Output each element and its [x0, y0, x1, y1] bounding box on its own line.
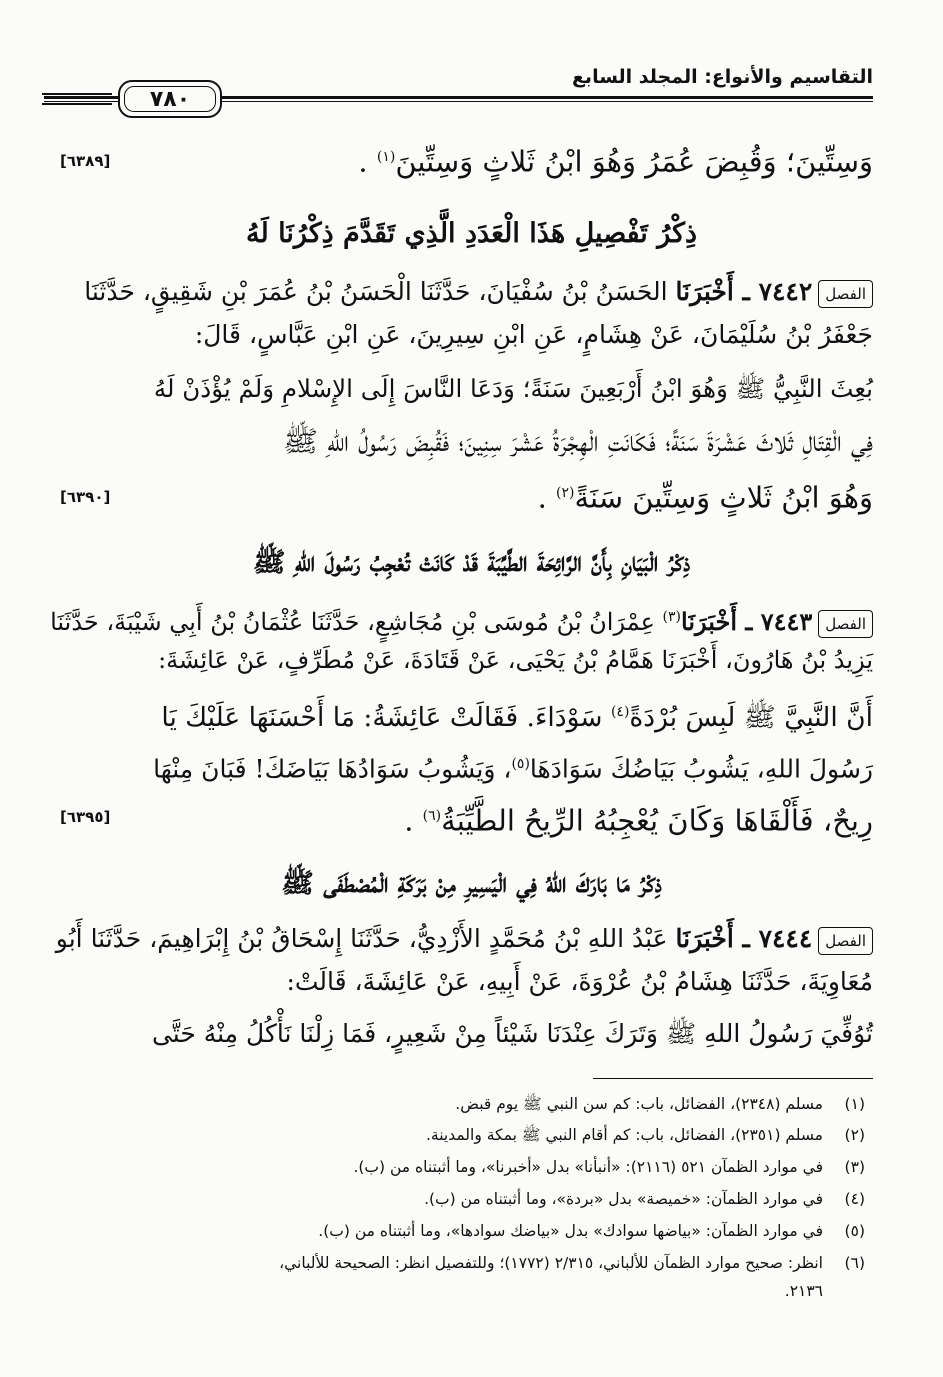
footnote-marker: (٤): [610, 704, 630, 720]
hadith-isnad-line: الفصل٧٤٤٣ ـ أَخْبَرَنَا$^{(٣)}$ عِمْرَانُ بْنُ مُوسَى بْنِ مُجَاشِعٍ، حَدَّثَنَا عُثْمَانُ بْنُ أَبِي شَيْبَةَ، حَدَّثَنَا: [50, 600, 873, 639]
footnote-rule: [593, 1078, 873, 1079]
isnad-text: عِمْرَانُ بْنُ مُوسَى بْنِ مُجَاشِعٍ، حَدَّثَنَا عُثْمَانُ بْنُ أَبِي شَيْبَةَ، حَدَّثَنَا: [50, 608, 655, 636]
hadith-matn-line: فِي الْقِتَالِ ثَلاثَ عَشْرَةَ سَنَةً؛ فَكَانَتِ الْهِجْرَةُ عَشْرَ سِنِينَ؛ فَقُبِضَ رَسُولُ اللهِ ﷺ: [283, 424, 873, 458]
hadith-number: ٧٤٤٢: [758, 277, 813, 306]
footnote: [426, 1124, 865, 1146]
footnote: [318, 1220, 865, 1242]
matn-text: وَهُوَ ابْنُ ثَلاثٍ وَسِتِّينَ سَنَةً: [574, 480, 873, 515]
reference-number: [٦٣٨٩]: [60, 152, 111, 170]
hadith-matn-line: تُوُفِّيَ رَسُولُ اللهِ ﷺ وَتَرَكَ عِنْدَنَا شَيْئاً مِنْ شَعِيرٍ، فَمَا زِلْنَا نَأْكُلُ مِنْهُ حَتَّى: [151, 1019, 873, 1048]
matn-text: أَنَّ النَّبِيَّ ﷺ لَبِسَ بُرْدَةً: [629, 701, 873, 733]
hadith-matn-line: وَهُوَ ابْنُ ثَلاثٍ وَسِتِّينَ سَنَةً$^{(٢)}$ .: [537, 480, 873, 515]
footnote: [424, 1188, 865, 1210]
page-number: [118, 80, 222, 118]
hadith-matn-line: [161, 695, 873, 735]
footnote-text: في موارد الظمآن: «خميصة» بدل «بردة»، وما أثبتناه من (ب).: [424, 1190, 823, 1208]
reference-number: [٦٣٩٠]: [60, 488, 111, 506]
footnote-text: مسلم (٢٣٤٨)، الفضائل، باب: كم سن النبي ﷺ يوم قبض.: [455, 1095, 823, 1113]
matn-text: رَسُولَ اللهِ، يَشُوبُ بَيَاضُكَ سَوَادَهَا: [529, 754, 873, 784]
footnote: [353, 1156, 865, 1178]
footnote-text: انظر: صحيح موارد الظمآن للألباني، ٢/٣١٥ (١٧٧٢)؛ وللتفصيل انظر: الصحيحة للألباني،: [279, 1254, 823, 1272]
footnote-number: (٤): [844, 1190, 865, 1208]
hadith-isnad-line: الفصل٧٤٤٢ ـ أَخْبَرَنَا الحَسَنُ بْنُ سُفْيَانَ، حَدَّثَنَا الْحَسَنُ بْنُ عُمَرَ بْنِ شَقِيقٍ، حَدَّثَنَا: [84, 275, 873, 309]
footnote-marker: (٥): [511, 756, 530, 772]
hadith-isnad-line: الفصل٧٤٤٤ ـ أَخْبَرَنَا عَبْدُ اللهِ بْنُ مُحَمَّدٍ الأَزْدِيُّ، حَدَّثَنَا إِسْحَاقُ بْنُ إِبْرَاهِيمَ، حَدَّثَنَا أَبُو: [56, 922, 873, 956]
matn-text: ، وَيَشُوبُ سَوَادُهَا بَيَاضَكَ! فَبَانَ مِنْهَا: [153, 754, 512, 784]
section-heading: ذِكْرُ تَفْصِيلِ هَذَا الْعَدَدِ الَّذِي تَقَدَّمَ ذِكْرُنَا لَهُ: [246, 218, 697, 249]
hadith-number: ٧٤٤٤: [758, 924, 813, 953]
footnote-number: (٢): [844, 1126, 865, 1144]
reference-number: [٦٣٩٥]: [60, 808, 111, 826]
section-heading: ذِكْرُ مَا بَارَكَ اللهُ فِي الْيَسِيرِ مِنْ بَرَكَةِ الْمُصْطَفَى ﷺ: [281, 868, 662, 899]
hadith-number: ٧٤٤٣: [760, 607, 813, 636]
continuation-text: وَسِتِّينَ؛ وَقُبِضَ عُمَرُ وَهُوَ ابْنُ ثَلاثٍ وَسِتِّينَ: [395, 144, 873, 179]
akhbarana: أَخْبَرَنَا: [675, 924, 734, 953]
footnote-number: (٥): [844, 1222, 865, 1240]
hadith-matn-line: [153, 747, 873, 786]
section-heading: ذِكْرُ الْبَيَانِ بِأَنَّ الرَّائِحَةَ الطَّيِّبَةَ قَدْ كَانَتْ تُعْجِبُ رَسُولَ اللهِ ﷺ: [252, 547, 691, 578]
isnad-text: الحَسَنُ بْنُ سُفْيَانَ، حَدَّثَنَا الْحَسَنُ بْنُ عُمَرَ بْنِ شَقِيقٍ، حَدَّثَنَا: [84, 277, 668, 306]
footnote-marker: (٢): [556, 485, 575, 501]
akhbarana: أَخْبَرَنَا: [675, 277, 734, 306]
matn-text: سَوْدَاءَ. فَقَالَتْ عَائِشَةُ: مَا أَحْسَنَهَا عَلَيْكَ يَا: [161, 701, 603, 733]
hadith-isnad-line: جَعْفَرُ بْنُ سُلَيْمَانَ، عَنْ هِشَامٍ، عَنِ ابْنِ سِيرِينَ، عَنِ ابْنِ عَبَّاسٍ، قَالَ:: [194, 320, 873, 349]
page-number-text: ٧٨٠: [149, 86, 191, 112]
fasl-badge: الفصل: [818, 280, 873, 308]
running-header-title: التقاسيم والأنواع: المجلد السابع: [571, 66, 873, 88]
fasl-badge: الفصل: [818, 927, 873, 955]
footnote: [279, 1252, 865, 1274]
text-line: وَسِتِّينَ؛ وَقُبِضَ عُمَرُ وَهُوَ ابْنُ ثَلاثٍ وَسِتِّينَ$^{(١)}$ .: [358, 144, 873, 179]
footnote-number: (٣): [844, 1158, 865, 1176]
fasl-badge: الفصل: [818, 610, 873, 638]
akhbarana: أَخْبَرَنَا: [681, 607, 737, 636]
page-number-ornament: [42, 93, 112, 105]
isnad-text: عَبْدُ اللهِ بْنُ مُحَمَّدٍ الأَزْدِيُّ، حَدَّثَنَا إِسْحَاقُ بْنُ إِبْرَاهِيمَ، حَدَّثَنَا أَبُو: [55, 924, 668, 953]
footnote: [455, 1093, 865, 1115]
footnote-number: (٦): [844, 1254, 865, 1272]
hadith-matn-line: رِيحٌ، فَأَلْقَاهَا وَكَانَ يُعْجِبُهُ الرِّيحُ الطَّيِّبَةُ$^{(٦)}$ .: [404, 803, 873, 838]
hadith-isnad-line: يَزِيدُ بْنُ هَارُونَ، أَخْبَرَنَا هَمَّامُ بْنُ يَحْيَى، عَنْ قَتَادَةَ، عَنْ مُطَرِّفٍ، عَنْ عَائِشَةَ:: [158, 646, 873, 674]
hadith-matn-line: بُعِثَ النَّبِيُّ ﷺ وَهُوَ ابْنُ أَرْبَعِينَ سَنَةً؛ وَدَعَا النَّاسَ إِلَى الإِسْلامِ وَلَمْ يُؤْذَنْ لَهُ: [153, 374, 873, 403]
footnote-text: ٢١٣٦.: [784, 1282, 823, 1300]
hadith-isnad-line: مُعَاوِيَةَ، حَدَّثَنَا هِشَامُ بْنُ عُرْوَةَ، عَنْ أَبِيهِ، عَنْ عَائِشَةَ، قَالَتْ:: [286, 967, 873, 996]
footnote-marker: (١): [376, 149, 396, 165]
footnote-marker: (٦): [422, 808, 442, 824]
footnote-number: (١): [844, 1095, 865, 1113]
footnote: [785, 1280, 823, 1302]
footnote-marker: (٣): [662, 609, 681, 625]
footnote-text: في موارد الظمآن ٥٢١ (٢١١٦): «أنبأنا» بدل «أخبرنا»، وما أثبتناه من (ب).: [353, 1158, 823, 1176]
footnote-text: مسلم (٢٣٥١)، الفضائل، باب: كم أقام النبي ﷺ بمكة والمدينة.: [425, 1126, 823, 1144]
footnote-text: في موارد الظمآن: «بياضها سوادك» بدل «بياضك سوادها»، وما أثبتناه من (ب).: [318, 1222, 823, 1240]
matn-text: رِيحٌ، فَأَلْقَاهَا وَكَانَ يُعْجِبُهُ الرِّيحُ الطَّيِّبَةُ: [441, 803, 873, 838]
